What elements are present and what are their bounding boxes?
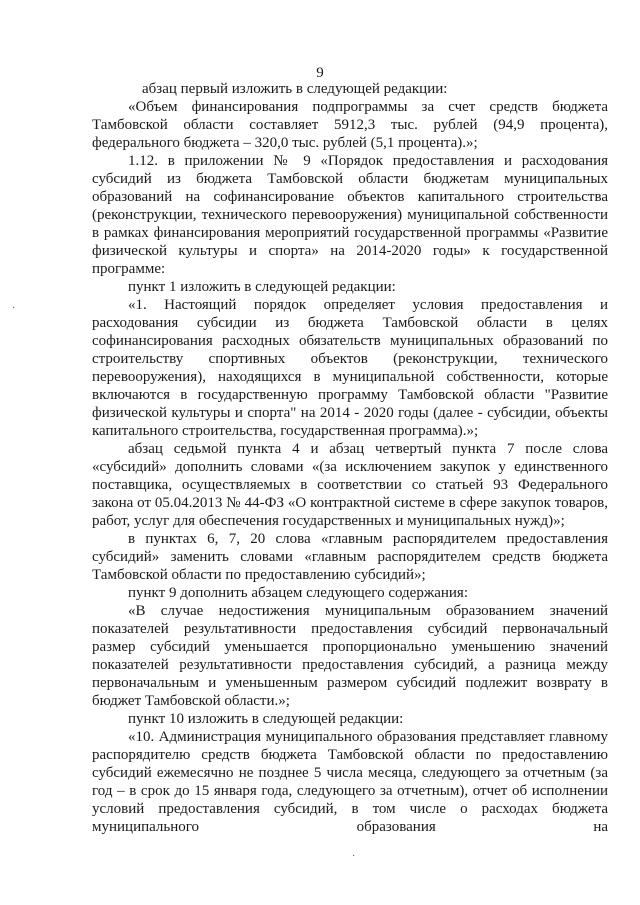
paragraph-point-9-intro: пункт 9 дополнить абзацем следующего содержания:: [128, 585, 468, 601]
paragraph-point-9-text: «В случае недостижения муниципальным образованием значений показателей результативности предоставления субсидий первоначальный размер субсидий уменьшается пропорционально уменьшению значений показателей результативности предоставления субсидий, а разница между первоначальным и уменьшенным размером субсидий подлежит возврату в бюджет Тамбовской области.»;: [92, 603, 608, 709]
paragraph-amendment-intro: абзац первый изложить в следующей редакции:: [142, 81, 448, 97]
paragraph-point-1-text: «1. Настоящий порядок определяет условия предоставления и расходования субсидии из бюджета Тамбовской области в целях софинансирования расходных обязательств муниципальных образований по строительству спортивных объектов (реконструкции, технического перевооружения), находящихся в муниципальной собственности, которые включаются в государственную программу Тамбовской области "Развитие физической культуры и спорта" на 2014 - 2020 годы (далее - субсидии, объекты капитального строительства, государственная программа).»;: [92, 297, 608, 439]
paragraph-financing-volume: «Объем финансирования подпрограммы за счет средств бюджета Тамбовской области составляет 5912,3 тыс. рублей (94,9 процента), федерального бюджета – 320,0 тыс. рублей (5,1 процента).»;: [92, 99, 608, 151]
paragraph-point-10-intro: пункт 10 изложить в следующей редакции:: [128, 711, 404, 727]
document-body: [92, 80, 608, 836]
paragraph-points-4-7: абзац седьмой пункта 4 и абзац четвертый пункта 7 после слова «субсидий» дополнить словами «(за исключением закупок у единственного поставщика, осуществляемых в соответствии со статьей 93 Федерального закона от 05.04.2013 № 44-ФЗ «О контрактной системе в сфере закупок товаров, работ, услуг для обеспечения государственных и муниципальных нужд)»;: [92, 441, 608, 529]
paragraph-point-10-text: «10. Администрация муниципального образования представляет главному распорядителю средств бюджета Тамбовской области по предоставлению субсидий ежемесячно не позднее 5 числа месяца, следующего за отчетным (за год – в срок до 15 января года, следующего за отчетным), отчет об исполнении условий предоставления субсидий, в том числе о расходах бюджета муниципального образования на: [92, 729, 608, 835]
margin-mark: ·: [12, 303, 16, 314]
paragraph-points-6-7-20: в пунктах 6, 7, 20 слова «главным распорядителем предоставления субсидий» заменить словами «главным распорядителем средств бюджета Тамбовской области по предоставлению субсидий»;: [92, 531, 608, 583]
page-number: 9: [316, 65, 324, 81]
scan-dot-mark: ·: [352, 851, 356, 862]
paragraph-point-1-intro: пункт 1 изложить в следующей редакции:: [128, 279, 396, 295]
paragraph-appendix-9: 1.12. в приложении № 9 «Порядок предоставления и расходования субсидий из бюджета Тамбовской области бюджетам муниципальных образований на софинансирование объектов капитального строительства (реконструкции, технического перевооружения) муниципальной собственности в рамках финансирования мероприятий государственной программы «Развитие физической культуры и спорта» на 2014-2020 годы» к государственной программе:: [92, 153, 608, 277]
